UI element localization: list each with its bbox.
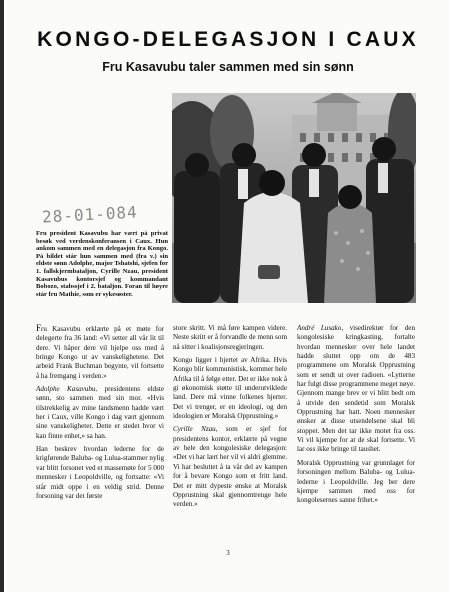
paragraph — [297, 324, 415, 455]
paragraph: Han beskrev hvordan lederne for de krigførende Baluba- og Lulua-stammer nylig var blitt forsonet ved et massemøte for 5 000 mennesker i Leopoldville, og fortsatte: «Vi står midt oppe i en veldig strid. Denne forsoning var det første — [36, 445, 164, 500]
paragraph-text: visedirektør for den kongolesiske kringkasting, fortalte hvordan mennesker over hele landet hadde sluttet opp om de 483 programmene om Moralsk Opprustning som er sendt ut over radioen. «Lytterne har fulgt disse programmene meget nøye. Gjennom mange brev er vi blitt bedt om å utvide den sendetid som Moralsk Opprustning har hatt. Noen mennesker ønsker at disse utsendelsene skal bli stoppet. Men det tar ikke motet fra oss. Vi vil kjempe for at de skal fortsette. Vi lar oss ikke bringe til taushet. — [297, 324, 415, 454]
paragraph: Moralsk Opprustning var grunnlaget for forsoningen mellom Baluba- og Lulua-lederne i Leopoldville. Jeg ber dere kjempe sammen med oss for kongolesernes sanne frihet.» — [297, 458, 415, 505]
paragraph: store skritt. Vi må føre kampen videre. Neste skritt er å forvandle de menn som nå sitter i koalisjonsregjeringen. — [173, 324, 287, 351]
magazine-page — [6, 0, 450, 592]
paragraph-text: presidentens eldste sønn, sto sammen med sin mor. «Hvis tilstrekkelig av mine landsmenn hadde vært her i Caux, ville Kongo i dag vært gjennom sine vanskeligheter. Dette er stedet hvor vi kan finne enhet,» sa han. — [36, 385, 164, 440]
paragraph: Kongo ligger i hjertet av Afrika. Hvis Kongo blir kommunistisk, kommer hele Afrika til å følge etter. Det er ikke nok å gi økonomisk støtte til underutviklede land. Dere må vinne folkenes hjerter. Det vi trenger, er en ideologi, og den ideologien er Moralsk Opprustning.» — [173, 356, 287, 421]
page-heading: KONGO-DELEGASJON I CAUX — [37, 28, 419, 51]
paragraph-text: som er sjef for presidentens kontor, erklærte på vegne av hele den kongolesiske delegasjon: «Det vi har lært her vil vi aldri glemme. Vi har besluttet å ta vår del av kampen for å bevare Kongo som et fritt land. Det er mitt dypeste ønske at Moralsk Opprustning skal gjennomtrenge hele verden.» — [173, 425, 287, 509]
photo-caption — [36, 230, 168, 298]
paragraph — [36, 324, 164, 381]
speaker-name: Adolphe Kasavubu, — [36, 385, 98, 394]
paragraph-text: ru Kasavubu erklærte på et møte for delegerte fra 36 land: «Vi setter all vår lit til dere. Vi håper dere vil hjelpe oss med å bringe Kongo ut av vanskelighetene. Det arbeid Frank Buchman begynte, vil fortsette å ha fremgang i verden.» — [36, 325, 164, 380]
delegation-photo — [172, 93, 416, 303]
article-column-2 — [173, 324, 287, 514]
archive-stamp: 28-01-084 — [41, 202, 139, 227]
page-number: 3 — [226, 549, 230, 557]
article-column-1 — [36, 324, 164, 505]
paragraph — [173, 425, 287, 509]
caption-text: Fru president Kasavubu har vært på privat besøk ved verdenskonferansen i Caux. Hun ankom sammen med en delegasjon fra Kongo. På bildet står hun sammen med (fra v.) sin eldste sønn Adolphe, major Tshatshi, sjefen for 1. fallskjermbataljon, Cyrille Nzau, president Kasavubus kontorsjef og kommandant Bobozo, stabssjef i 2. bataljon. Foran til høyre står fru Mathie, som er sykesøster. — [36, 230, 168, 298]
article-column-3 — [297, 324, 415, 510]
paragraph — [36, 385, 164, 441]
page-subheading: Fru Kasavubu taler sammen med sin sønn — [102, 60, 354, 74]
speaker-name: Cyrille Nzau, — [173, 425, 218, 434]
drop-initial: F — [36, 323, 42, 333]
speaker-name: André Lusako, — [297, 324, 344, 332]
scan-edge — [0, 0, 4, 592]
